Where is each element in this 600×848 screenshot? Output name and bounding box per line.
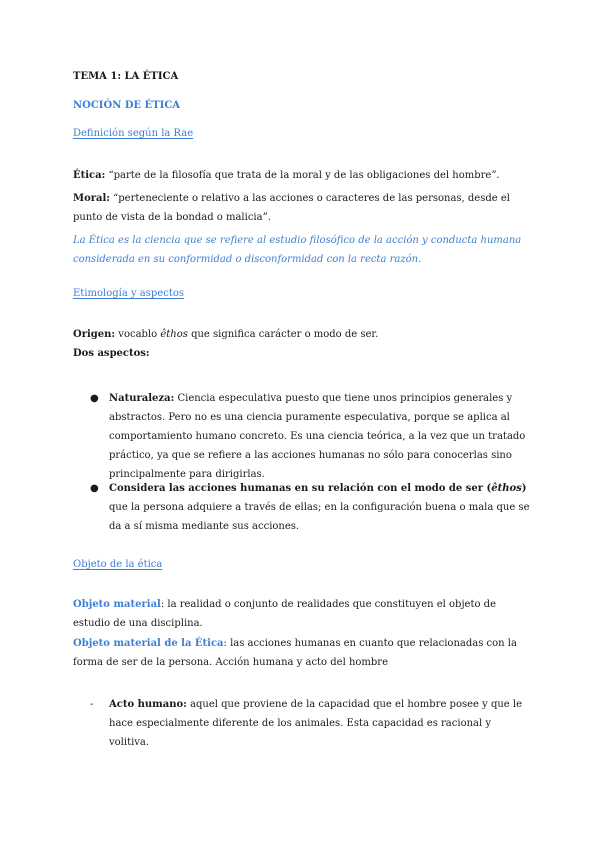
considera-label-2: ) [521,483,527,494]
origen-text-2: que significa carácter o modo de ser. [191,329,379,340]
origen-line [73,325,378,344]
naturaleza-paragraph [109,389,530,484]
section-title: NOCIÓN DE ÉTICA [73,100,181,111]
origen-ethos: êthos [160,329,188,340]
etica-definition [73,166,528,185]
etica-italic-definition: La Ética es la ciencia que se refiere al estudio filosófico de la acción y conducta humana considerada en su conformidad o disconformidad con la recta razón. [73,235,522,265]
etica-label: Ética: [73,170,106,181]
objeto-material-text: : la realidad o conjunto de realidades que constituyen el objeto de estudio de una disciplina. [73,599,497,629]
acto-humano-paragraph [109,695,530,752]
objeto-material-label: Objeto material [73,599,161,610]
considera-paragraph [109,479,530,536]
bullet-icon: ● [90,483,99,494]
dash-marker: - [90,699,94,710]
origen-label: Origen: [73,329,116,340]
list-item-naturaleza [90,389,530,484]
moral-definition [73,189,528,227]
objeto-material-etica-paragraph [73,634,528,672]
objeto-material-etica-label: Objeto material de la Ética [73,638,224,649]
considera-text: que la persona adquiere a través de ellas; en la configuración buena o mala que se da a sí misma mediante sus acciones. [109,502,530,532]
origen-text-1: vocablo [118,329,158,340]
list-item-considera [90,479,530,536]
objeto-material-paragraph [73,595,528,633]
moral-label: Moral: [73,193,110,204]
moral-text: “perteneciente o relativo a las acciones o caracteres de las personas, desde el punto de vista de la bondad o malicia”. [73,193,510,223]
list-item-acto-humano [90,695,530,752]
considera-label-1: Considera las acciones humanas en su relación con el modo de ser ( [109,483,492,494]
acto-humano-label: Acto humano: [109,699,187,710]
etica-text: “parte de la filosofía que trata de la moral y de las obligaciones del hombre”. [108,170,500,181]
naturaleza-text: Ciencia especulativa puesto que tiene unos principios generales y abstractos. Pero no es una ciencia puramente especulativa, porque se aplica al comportamiento humano concreto. Es una ciencia teórica, a la vez que un tratado práctico, ya que se refiere a las acciones humanas no sólo para conocerlas sino principalmente para dirigirlas. [109,393,526,480]
link-etimologia[interactable]: Etimología y aspectos [73,288,184,299]
considera-ethos: êthos [491,483,522,494]
page-title: TEMA 1: LA ÉTICA [73,71,179,82]
bullet-icon: ● [90,393,99,404]
link-objeto-etica[interactable]: Objeto de la ética [73,559,163,570]
naturaleza-label: Naturaleza: [109,393,175,404]
link-definicion-rae[interactable]: Definición según la Rae [73,128,194,139]
dos-aspectos-heading: Dos aspectos: [73,348,150,359]
objeto-material-etica-text: : las acciones humanas en cuanto que relacionadas con la forma de ser de la persona. Acción humana y acto del hombre [73,638,517,668]
acto-humano-text: aquel que proviene de la capacidad que el hombre posee y que le hace especialmente diferente de los animales. Esta capacidad es racional y volitiva. [109,699,522,748]
